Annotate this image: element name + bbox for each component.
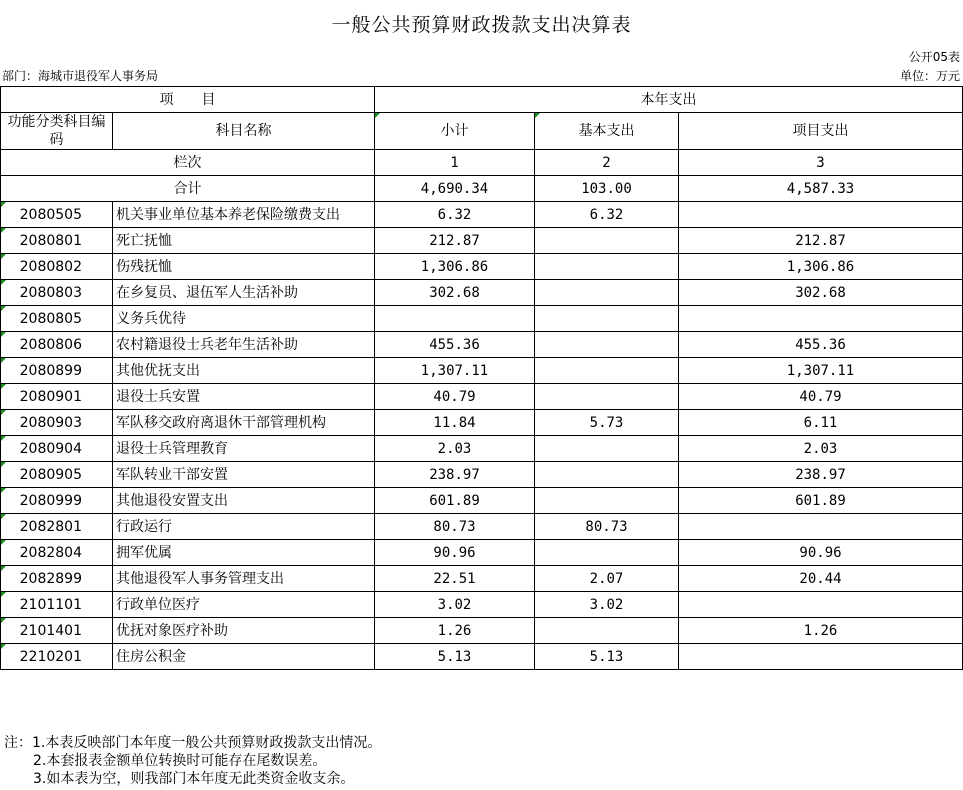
row-subtotal: 212.87 <box>375 228 535 254</box>
row-subtotal: 6.32 <box>375 202 535 228</box>
row-subtotal: 302.68 <box>375 280 535 306</box>
row-basic: 3.02 <box>535 592 679 618</box>
row-code: 2080801 <box>1 228 113 254</box>
row-basic <box>535 384 679 410</box>
table-row <box>1 436 963 462</box>
row-project <box>679 202 963 228</box>
header-row-top <box>1 87 963 113</box>
row-project: 40.79 <box>679 384 963 410</box>
row-project: 2.03 <box>679 436 963 462</box>
table-row <box>1 332 963 358</box>
column-order-row <box>1 150 963 176</box>
table-row <box>1 228 963 254</box>
row-project: 212.87 <box>679 228 963 254</box>
row-code: 2080802 <box>1 254 113 280</box>
row-basic <box>535 280 679 306</box>
row-subtotal: 1.26 <box>375 618 535 644</box>
column-number-3: 3 <box>679 150 963 176</box>
row-basic <box>535 228 679 254</box>
row-name: 退役士兵管理教育 <box>113 436 375 462</box>
footnote-1: 注：1.本表反映部门本年度一般公共预算财政拨款支出情况。 <box>4 735 382 751</box>
row-project: 455.36 <box>679 332 963 358</box>
table-row <box>1 202 963 228</box>
total-basic: 103.00 <box>535 176 679 202</box>
row-subtotal: 601.89 <box>375 488 535 514</box>
row-name: 死亡抚恤 <box>113 228 375 254</box>
row-subtotal: 40.79 <box>375 384 535 410</box>
department-label: 部门：海城市退役军人事务局 <box>2 69 159 83</box>
row-basic <box>535 358 679 384</box>
row-code: 2101101 <box>1 592 113 618</box>
column-number-1: 1 <box>375 150 535 176</box>
row-name: 行政单位医疗 <box>113 592 375 618</box>
table-row <box>1 566 963 592</box>
column-number-2: 2 <box>535 150 679 176</box>
row-subtotal: 80.73 <box>375 514 535 540</box>
row-subtotal: 1,307.11 <box>375 358 535 384</box>
header-code: 功能分类科目编码 <box>1 113 113 150</box>
row-name: 军队转业干部安置 <box>113 462 375 488</box>
row-code: 2080904 <box>1 436 113 462</box>
row-project: 1.26 <box>679 618 963 644</box>
row-name: 其他退役军人事务管理支出 <box>113 566 375 592</box>
row-project: 601.89 <box>679 488 963 514</box>
row-project <box>679 514 963 540</box>
footnote-3: 3.如本表为空，则我部门本年度无此类资金收支余。 <box>33 771 355 787</box>
header-subtotal: 小计 <box>375 113 535 150</box>
header-name: 科目名称 <box>113 113 375 150</box>
row-basic: 2.07 <box>535 566 679 592</box>
header-row-columns <box>1 113 963 150</box>
row-code: 2101401 <box>1 618 113 644</box>
header-basic: 基本支出 <box>535 113 679 150</box>
row-project <box>679 306 963 332</box>
row-basic <box>535 306 679 332</box>
row-code: 2080999 <box>1 488 113 514</box>
row-basic: 5.13 <box>535 644 679 670</box>
row-code: 2080803 <box>1 280 113 306</box>
row-basic <box>535 254 679 280</box>
row-basic <box>535 436 679 462</box>
row-name: 其他优抚支出 <box>113 358 375 384</box>
row-subtotal: 455.36 <box>375 332 535 358</box>
row-subtotal: 2.03 <box>375 436 535 462</box>
footnote-2: 2.本套报表金额单位转换时可能存在尾数误差。 <box>33 753 327 769</box>
total-subtotal: 4,690.34 <box>375 176 535 202</box>
row-project: 1,306.86 <box>679 254 963 280</box>
row-basic <box>535 488 679 514</box>
row-basic <box>535 618 679 644</box>
table-row <box>1 306 963 332</box>
row-name: 农村籍退役士兵老年生活补助 <box>113 332 375 358</box>
report-title: 一般公共预算财政拨款支出决算表 <box>331 14 632 36</box>
table-row <box>1 644 963 670</box>
row-project: 302.68 <box>679 280 963 306</box>
row-code: 2080806 <box>1 332 113 358</box>
table-row <box>1 280 963 306</box>
row-code: 2080505 <box>1 202 113 228</box>
table-row <box>1 410 963 436</box>
row-name: 拥军优属 <box>113 540 375 566</box>
row-code: 2080899 <box>1 358 113 384</box>
row-code: 2082804 <box>1 540 113 566</box>
header-project: 项目支出 <box>679 113 963 150</box>
row-project: 20.44 <box>679 566 963 592</box>
table-row <box>1 384 963 410</box>
row-code: 2080805 <box>1 306 113 332</box>
total-label: 合计 <box>1 176 375 202</box>
unit-label: 单位：万元 <box>899 69 960 83</box>
form-code: 公开05表 <box>908 50 960 64</box>
row-subtotal: 90.96 <box>375 540 535 566</box>
row-name: 军队移交政府离退休干部管理机构 <box>113 410 375 436</box>
total-row <box>1 176 963 202</box>
row-name: 优抚对象医疗补助 <box>113 618 375 644</box>
row-project: 6.11 <box>679 410 963 436</box>
row-basic: 5.73 <box>535 410 679 436</box>
row-code: 2082801 <box>1 514 113 540</box>
row-name: 伤残抚恤 <box>113 254 375 280</box>
row-code: 2080901 <box>1 384 113 410</box>
row-subtotal: 238.97 <box>375 462 535 488</box>
row-name: 在乡复员、退伍军人生活补助 <box>113 280 375 306</box>
row-basic: 6.32 <box>535 202 679 228</box>
row-subtotal <box>375 306 535 332</box>
total-project: 4,587.33 <box>679 176 963 202</box>
table-row <box>1 540 963 566</box>
table-row <box>1 514 963 540</box>
header-item: 项 目 <box>1 87 375 113</box>
row-basic <box>535 540 679 566</box>
table-row <box>1 488 963 514</box>
table-row <box>1 592 963 618</box>
table-row <box>1 618 963 644</box>
row-name: 住房公积金 <box>113 644 375 670</box>
row-name: 行政运行 <box>113 514 375 540</box>
row-subtotal: 22.51 <box>375 566 535 592</box>
row-code: 2210201 <box>1 644 113 670</box>
column-order-label: 栏次 <box>1 150 375 176</box>
row-project <box>679 592 963 618</box>
expenditure-table <box>0 86 963 670</box>
row-name: 义务兵优待 <box>113 306 375 332</box>
footnotes <box>4 734 381 788</box>
table-row <box>1 254 963 280</box>
row-subtotal: 11.84 <box>375 410 535 436</box>
row-name: 机关事业单位基本养老保险缴费支出 <box>113 202 375 228</box>
row-subtotal: 3.02 <box>375 592 535 618</box>
row-subtotal: 1,306.86 <box>375 254 535 280</box>
row-code: 2080905 <box>1 462 113 488</box>
table-row <box>1 462 963 488</box>
row-basic: 80.73 <box>535 514 679 540</box>
row-basic <box>535 332 679 358</box>
row-name: 其他退役安置支出 <box>113 488 375 514</box>
row-project: 238.97 <box>679 462 963 488</box>
row-project <box>679 644 963 670</box>
header-current-year: 本年支出 <box>375 87 963 113</box>
row-project: 1,307.11 <box>679 358 963 384</box>
table-row <box>1 358 963 384</box>
row-project: 90.96 <box>679 540 963 566</box>
row-basic <box>535 462 679 488</box>
row-subtotal: 5.13 <box>375 644 535 670</box>
row-code: 2080903 <box>1 410 113 436</box>
row-code: 2082899 <box>1 566 113 592</box>
row-name: 退役士兵安置 <box>113 384 375 410</box>
